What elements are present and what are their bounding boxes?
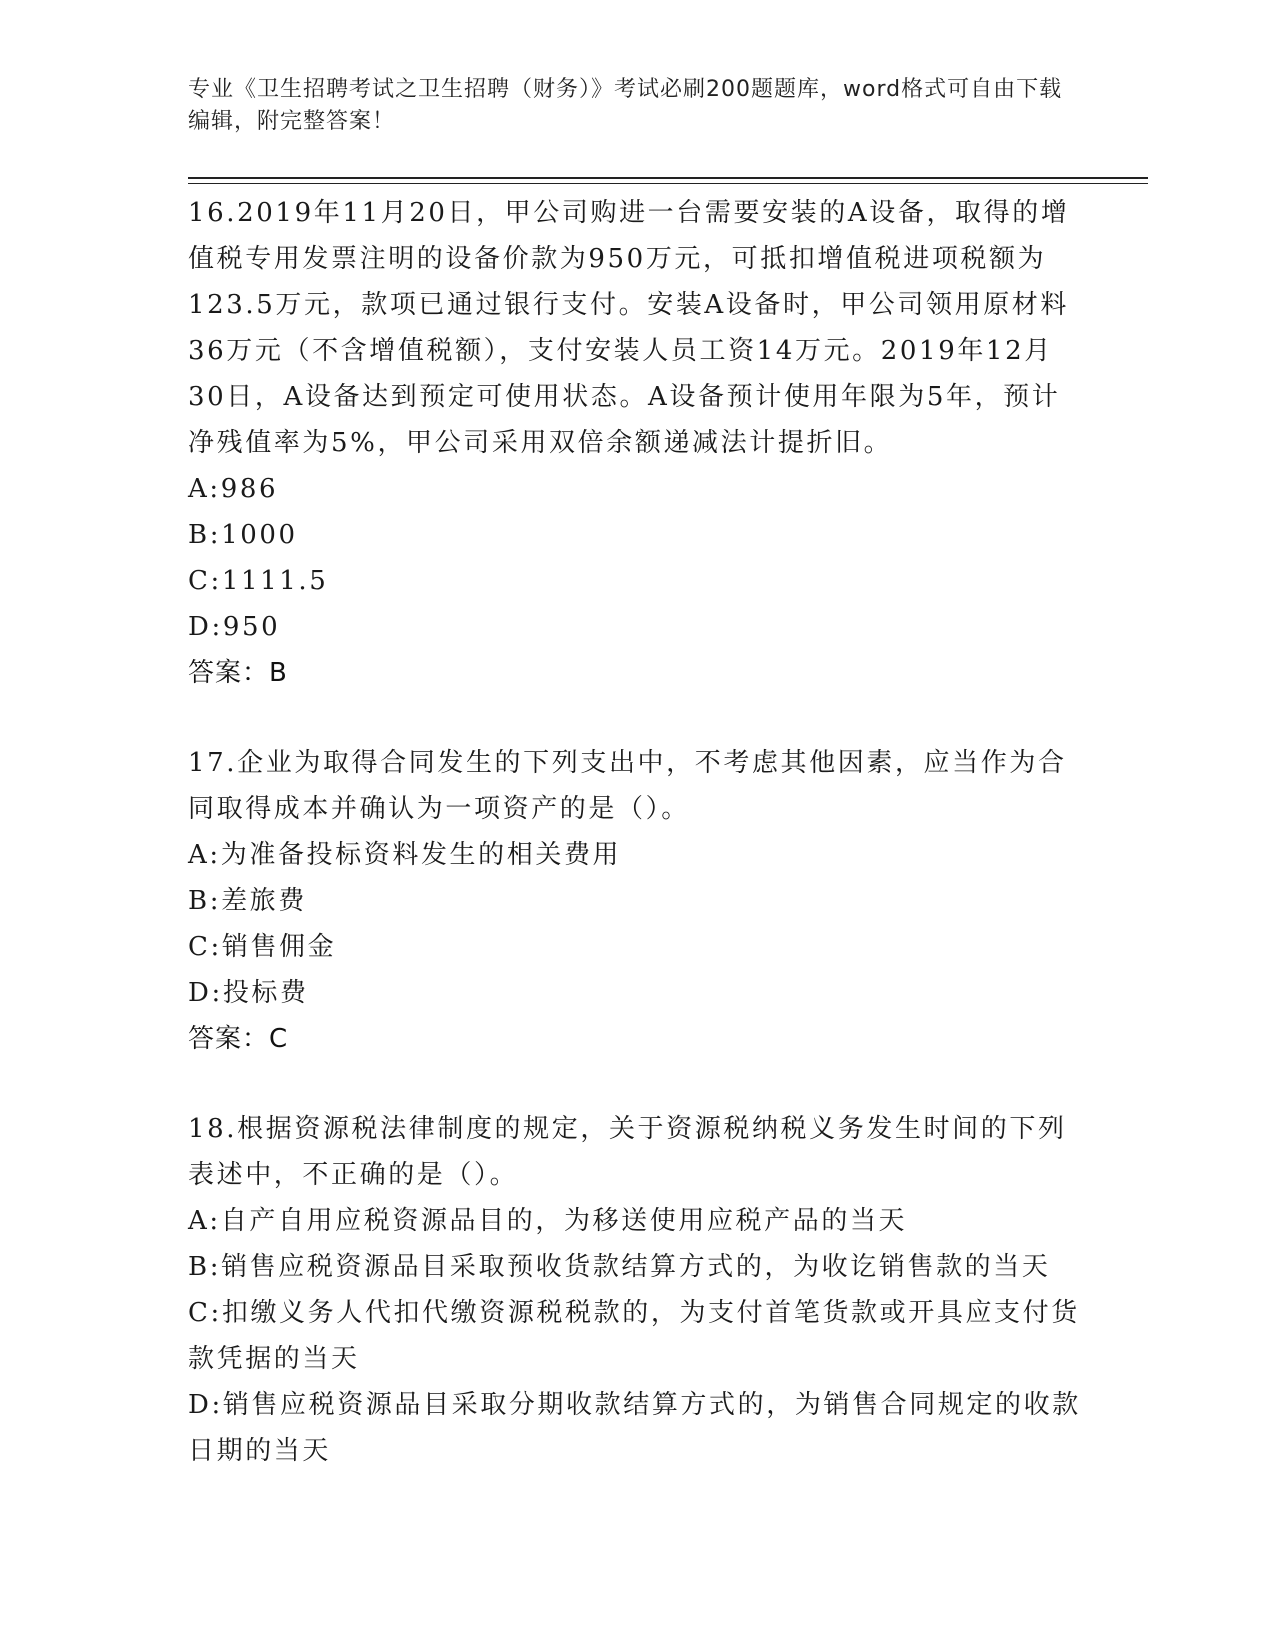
option-c — [188, 558, 1088, 604]
option-letter: D: — [188, 978, 223, 1008]
option-b — [188, 878, 1088, 924]
option-letter: A: — [188, 474, 221, 504]
header-divider-thick — [188, 177, 1148, 179]
option-letter: D: — [188, 612, 223, 642]
option-text: 自产自用应税资源品目的，为移送使用应税产品的当天 — [220, 1206, 908, 1236]
option-d — [188, 1382, 1088, 1474]
question-18 — [188, 1106, 1088, 1474]
option-a — [188, 832, 1088, 878]
option-letter: A: — [188, 840, 221, 870]
option-text: 1000 — [221, 520, 298, 550]
question-16 — [188, 190, 1088, 696]
option-text: 950 — [222, 612, 281, 642]
option-d — [188, 970, 1088, 1016]
option-text: 1111.5 — [221, 566, 329, 596]
question-stem: 18.根据资源税法律制度的规定，关于资源税纳税义务发生时间的下列表述中，不正确的是（）。 — [188, 1114, 1067, 1190]
option-text: 差旅费 — [221, 886, 307, 916]
question-stem: 17.企业为取得合同发生的下列支出中，不考虑其他因素，应当作为合同取得成本并确认为一项资产的是（）。 — [188, 748, 1067, 824]
document-header: 专业《卫生招聘考试之卫生招聘（财务）》考试必刷200题题库，word格式可自由下载编辑，附完整答案！ — [188, 77, 1063, 134]
question-list — [188, 190, 1088, 1518]
option-text: 销售应税资源品目采取分期收款结算方式的，为销售合同规定的收款日期的当天 — [188, 1390, 1081, 1466]
option-letter: C: — [188, 932, 222, 962]
option-letter: C: — [188, 1298, 222, 1328]
option-text: 986 — [220, 474, 279, 504]
header-divider-thin — [188, 183, 1148, 184]
option-letter: B: — [188, 520, 222, 550]
option-b — [188, 1244, 1088, 1290]
option-c — [188, 1290, 1088, 1382]
option-letter: A: — [188, 1206, 221, 1236]
option-letter: B: — [188, 886, 222, 916]
question-stem: 16.2019年11月20日，甲公司购进一台需要安装的A设备，取得的增值税专用发票注明的设备价款为950万元，可抵扣增值税进项税额为123.5万元，款项已通过银行支付。安装A设备时，甲公司领用原材料36万元（不含增值税额），支付安装人员工资14万元。2019年12月30日，A设备达到预定可使用状态。A设备预计使用年限为5年，预计净残值率为5%，甲公司采用双倍余额递减法计提折旧。 — [188, 198, 1070, 458]
option-text: 为准备投标资料发生的相关费用 — [220, 840, 622, 870]
option-c — [188, 924, 1088, 970]
option-a — [188, 1198, 1088, 1244]
option-letter: B: — [188, 1252, 222, 1282]
answer-line: 答案：C — [188, 1024, 289, 1054]
option-b — [188, 512, 1088, 558]
option-text: 投标费 — [222, 978, 309, 1008]
option-text: 扣缴义务人代扣代缴资源税税款的，为支付首笔货款或开具应支付货款凭据的当天 — [188, 1298, 1080, 1374]
option-d — [188, 604, 1088, 650]
option-text: 销售佣金 — [221, 932, 337, 962]
option-text: 销售应税资源品目采取预收货款结算方式的，为收讫销售款的当天 — [221, 1252, 1051, 1282]
option-letter: C: — [188, 566, 222, 596]
question-17 — [188, 740, 1088, 1062]
option-a — [188, 466, 1088, 512]
answer-line: 答案：B — [188, 658, 288, 688]
option-letter: D: — [188, 1390, 223, 1420]
